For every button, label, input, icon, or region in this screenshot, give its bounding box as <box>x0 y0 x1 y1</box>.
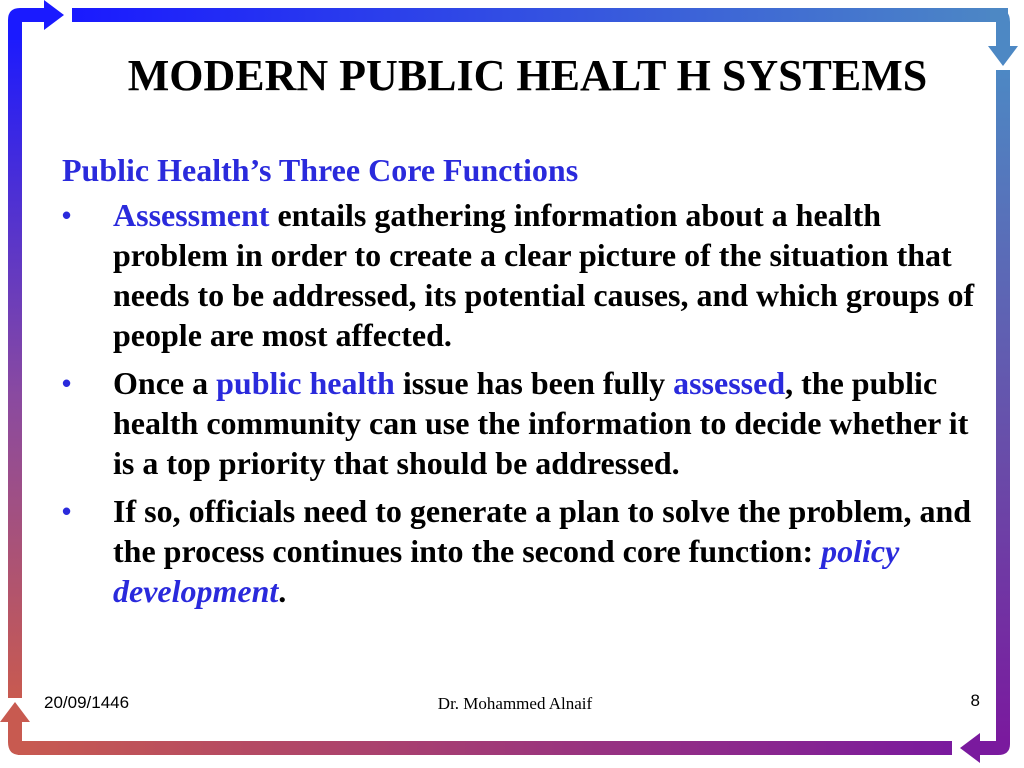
slide-title: MODERN PUBLIC HEALT H SYSTEMS <box>127 51 928 100</box>
highlight-public-health: public health <box>216 365 395 401</box>
bullet-marker: • <box>62 200 72 230</box>
bullet-text: entails gathering information about a health problem in order to create a clear picture of the situation that needs to be addressed, its potential causes, and which groups of people are most affected. <box>113 197 975 353</box>
bullet-text: , the public health community can use the information to decide whether it is a top priority that should be addressed. <box>113 365 969 481</box>
frame-top-bar <box>72 8 1008 22</box>
bullet-item-assessment <box>62 195 980 355</box>
bullet-list <box>62 195 980 611</box>
bullet-item-prioritize <box>62 363 980 483</box>
frame-left-bar <box>8 28 22 698</box>
arrow-top-left-icon <box>8 0 64 40</box>
bullet-text: issue has been fully <box>394 365 674 401</box>
highlight-policy-development: policy development <box>113 533 900 609</box>
footer-page-number: 8 <box>970 691 980 710</box>
slide-subtitle: Public Health’s Three Core Functions <box>62 152 579 188</box>
highlight-assessed: assessed <box>673 365 786 401</box>
bullet-marker: • <box>62 368 72 398</box>
arrow-bottom-right-icon <box>960 733 1010 763</box>
frame-bottom-bar <box>18 741 952 755</box>
bullet-marker: • <box>62 496 72 526</box>
bullet-text: . <box>278 573 287 609</box>
frame-right-bar <box>996 70 1010 740</box>
bullet-text: Once a <box>113 365 217 401</box>
slide-content <box>62 150 980 619</box>
highlight-assessment: Assessment <box>113 197 270 233</box>
footer-author: Dr. Mohammed Alnaif <box>437 694 593 713</box>
footer-date: 20/09/1446 <box>44 693 130 712</box>
arrow-bottom-left-icon <box>0 702 30 755</box>
bullet-item-policy <box>62 491 980 611</box>
bullet-text: If so, officials need to generate a plan to solve the problem, and the process continues into the second core function: <box>113 493 972 569</box>
